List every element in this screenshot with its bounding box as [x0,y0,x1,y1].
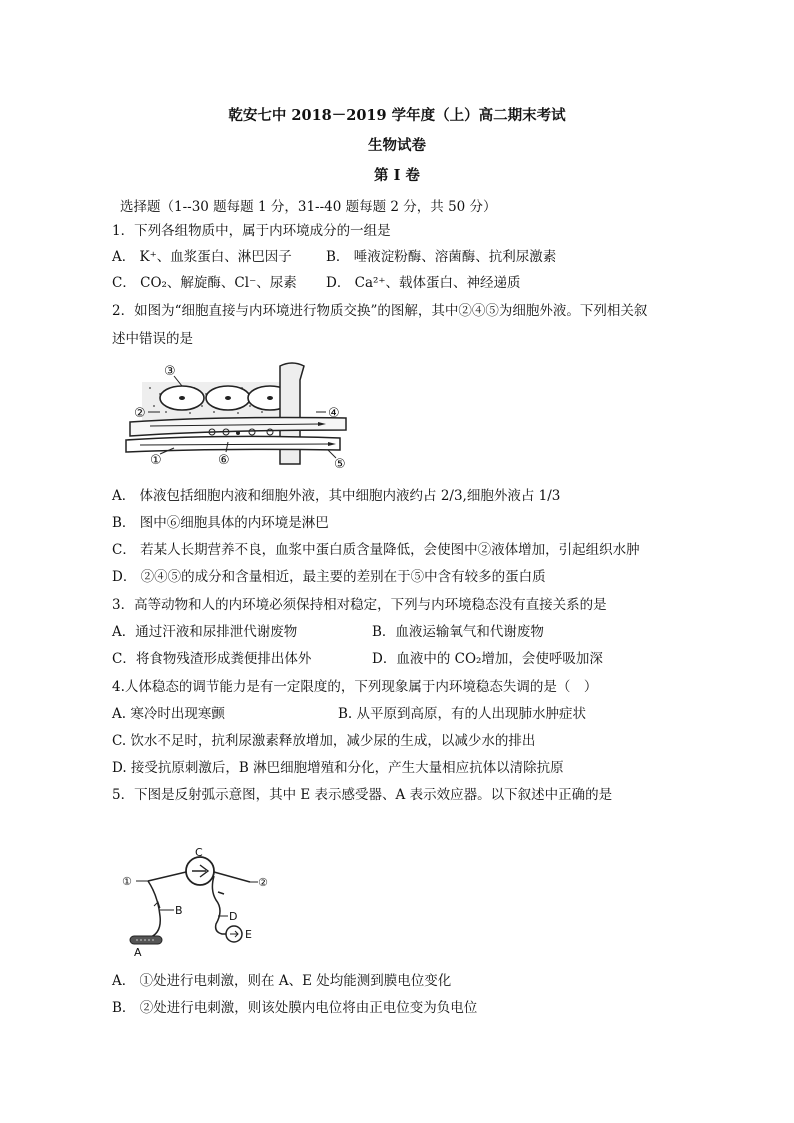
reflex-arc-diagram [118,846,288,958]
q2-option-b: B． 图中⑥细胞具体的内环境是淋巴 [112,515,329,531]
fig2-label-4: ④ [328,406,340,421]
q4-stem: 4.人体稳态的调节能力是有一定限度的，下列现象属于内环境稳态失调的是（ ） [112,679,598,695]
exam-title: 乾安七中 2018－2019 学年度（上）高二期末考试 [228,107,566,124]
volume-title: 第 I 卷 [374,167,420,184]
fig5-label-2: ② [258,876,268,889]
fig5-label-1: ① [122,875,132,888]
fig2-label-6: ⑥ [218,453,230,468]
q2-option-a: A． 体液包括细胞内液和细胞外液，其中细胞内液约占 2/3,细胞外液占 1/3 [112,488,561,504]
q1-option-d: D． Ca²⁺、载体蛋白、神经递质 [326,275,521,291]
q4-option-d: D. 接受抗原刺激后，B 淋巴细胞增殖和分化，产生大量相应抗体以清除抗原 [112,760,564,776]
q1-option-b: B． 唾液淀粉酶、溶菌酶、抗利尿激素 [326,249,557,265]
q1-stem: 1．下列各组物质中，属于内环境成分的一组是 [112,223,391,239]
q3-option-d: D．血液中的 CO₂增加，会使呼吸加深 [372,651,603,667]
q2-option-d: D． ②④⑤的成分和含量相近，最主要的差别在于⑤中含有较多的蛋白质 [112,569,546,585]
q4-option-b: B. 从平原到高原，有的人出现肺水肿症状 [338,706,587,722]
q2-stem-line1: 2．如图为“细胞直接与内环境进行物质交换”的图解，其中②④⑤为细胞外液。下列相关叙 [112,303,648,319]
q5-option-a: A． ①处进行电刺激，则在 A、E 处均能测到膜电位变化 [112,973,452,989]
q4-option-a: A. 寒冷时出现寒颤 [112,706,225,722]
q5-stem: 5．下图是反射弧示意图，其中 E 表示感受器、A 表示效应器。以下叙述中正确的是 [112,787,613,803]
fig2-label-5: ⑤ [334,457,346,470]
q1-option-a: A． K⁺、血浆蛋白、淋巴因子 [112,249,292,265]
q1-option-c: C． CO₂、解旋酶、Cl⁻、尿素 [112,275,297,291]
fig5-label-d: D [229,910,238,923]
q5-option-b: B． ②处进行电刺激，则该处膜内电位将由正电位变为负电位 [112,1000,478,1016]
subject-title: 生物试卷 [368,137,426,154]
fig5-label-a: A [134,946,142,958]
q3-option-b: B．血液运输氧气和代谢废物 [372,624,544,640]
q2-stem-line2: 述中错误的是 [112,331,193,347]
q4-option-c: C. 饮水不足时，抗利尿激素释放增加，减少尿的生成，以减少水的排出 [112,733,536,749]
section-note: 选择题（1--30 题每题 1 分，31--40 题每题 2 分，共 50 分） [120,199,497,215]
fig5-label-c: C [195,846,203,859]
fig2-label-3: ③ [164,364,176,379]
q3-stem: 3．高等动物和人的内环境必须保持相对稳定，下列与内环境稳态没有直接关系的是 [112,597,607,613]
fig5-label-b: B [175,904,183,917]
q2-option-c: C． 若某人长期营养不良，血浆中蛋白质含量降低，会使图中②液体增加，引起组织水肿 [112,542,640,558]
fig2-label-2: ② [134,406,146,421]
fig5-label-e: E [245,928,252,941]
fig2-label-1: ① [150,453,162,468]
q3-option-c: C．将食物残渣形成粪便排出体外 [112,651,312,667]
q3-option-a: A．通过汗液和尿排泄代谢废物 [112,624,298,640]
cell-exchange-diagram [120,360,360,470]
